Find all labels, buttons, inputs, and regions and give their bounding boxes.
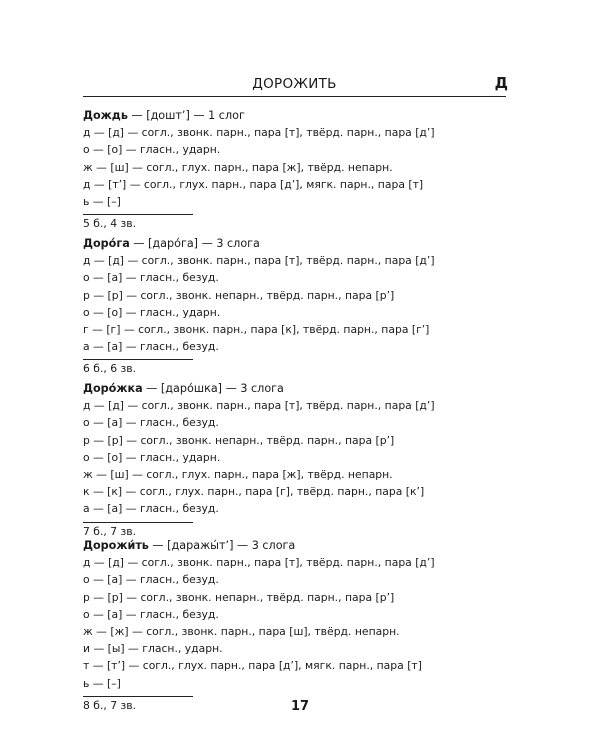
summary-divider bbox=[83, 696, 193, 697]
phoneme-line: р — [р] — согл., звонк. непарн., твёрд. парн., пара [р’] bbox=[83, 590, 395, 604]
phoneme-line: к — [к] — согл., глух. парн., пара [г], твёрд. парн., пара [к’] bbox=[83, 485, 425, 499]
entry-summary: 5 б., 4 зв. bbox=[83, 217, 137, 231]
phoneme-line: д — [д] — согл., звонк. парн., пара [т], твёрд. парн., пара [д’] bbox=[83, 556, 435, 570]
phoneme-line: о — [а] — гласн., безуд. bbox=[83, 271, 219, 285]
phoneme-line: о — [о] — гласн., ударн. bbox=[83, 143, 221, 157]
entry-transcription: — [даражы́т’] — 3 слога bbox=[148, 539, 296, 552]
entry-headline bbox=[83, 380, 513, 397]
phoneme-line: ж — [ш] — согл., глух. парн., пара [ж], твёрд. непарн. bbox=[83, 160, 393, 174]
entry-summary: 7 б., 7 зв. bbox=[83, 524, 137, 538]
phoneme-line: ж — [ш] — согл., глух. парн., пара [ж], твёрд. непарн. bbox=[83, 467, 393, 481]
phoneme-line: д — [д] — согл., звонк. парн., пара [т], твёрд. парн., пара [д’] bbox=[83, 399, 435, 413]
phoneme-line: т — [т’] — согл., глух. парн., пара [д’], мягк. парн., пара [т] bbox=[83, 659, 422, 673]
phoneme-line: о — [о] — гласн., ударн. bbox=[83, 305, 221, 319]
phoneme-line: д — [д] — согл., звонк. парн., пара [т], твёрд. парн., пара [д’] bbox=[83, 126, 435, 140]
entry-transcription: — [дошт’] — 1 слог bbox=[127, 109, 245, 122]
phoneme-line: д — [д] — согл., звонк. парн., пара [т], твёрд. парн., пара [д’] bbox=[83, 254, 435, 268]
entry-summary: 6 б., 6 зв. bbox=[83, 362, 137, 376]
entry-headline bbox=[83, 107, 513, 124]
entry-headline bbox=[83, 235, 513, 252]
entry-doroga bbox=[83, 235, 513, 376]
entry-transcription: — [даро́га] — 3 слога bbox=[129, 237, 260, 250]
summary-divider bbox=[83, 214, 193, 215]
phoneme-line: ь — [–] bbox=[83, 676, 121, 690]
phoneme-line: а — [а] — гласн., безуд. bbox=[83, 340, 219, 354]
phoneme-line: ь — [–] bbox=[83, 194, 121, 208]
section-letter: Д bbox=[494, 74, 508, 92]
page-number: 17 bbox=[290, 699, 310, 714]
phoneme-line: р — [р] — согл., звонк. непарн., твёрд. парн., пара [р’] bbox=[83, 433, 395, 447]
phoneme-line: р — [р] — согл., звонк. непарн., твёрд. парн., пара [р’] bbox=[83, 288, 395, 302]
entry-word: Доро́жка bbox=[83, 382, 143, 395]
phoneme-line: д — [т’] — согл., глух. парн., пара [д’], мягк. парн., пара [т] bbox=[83, 177, 424, 191]
phoneme-line: г — [г] — согл., звонк. парн., пара [к], твёрд. парн., пара [г’] bbox=[83, 322, 430, 336]
entry-dorozhka bbox=[83, 380, 513, 539]
entry-word: Дорожи́ть bbox=[83, 539, 149, 552]
entry-word: Доро́га bbox=[83, 237, 130, 250]
phoneme-line: а — [а] — гласн., безуд. bbox=[83, 502, 219, 516]
phoneme-line: и — [ы] — гласн., ударн. bbox=[83, 642, 223, 656]
phoneme-line: о — [а] — гласн., безуд. bbox=[83, 573, 219, 587]
entry-summary: 8 б., 7 зв. bbox=[83, 698, 137, 712]
entry-dorozhit bbox=[83, 537, 513, 713]
running-head: ДОРОЖИТЬ bbox=[252, 76, 337, 92]
entry-dozhd bbox=[83, 107, 513, 231]
phoneme-line: о — [а] — гласн., безуд. bbox=[83, 607, 219, 621]
entry-transcription: — [даро́шка] — 3 слога bbox=[142, 382, 284, 395]
phoneme-line: о — [о] — гласн., ударн. bbox=[83, 450, 221, 464]
summary-divider bbox=[83, 522, 193, 523]
summary-divider bbox=[83, 359, 193, 360]
phoneme-line: ж — [ж] — согл., звонк. парн., пара [ш], твёрд. непарн. bbox=[83, 624, 400, 638]
entry-word: Дождь bbox=[83, 109, 128, 122]
page-header bbox=[83, 74, 506, 97]
entry-headline bbox=[83, 537, 513, 554]
phoneme-line: о — [а] — гласн., безуд. bbox=[83, 416, 219, 430]
